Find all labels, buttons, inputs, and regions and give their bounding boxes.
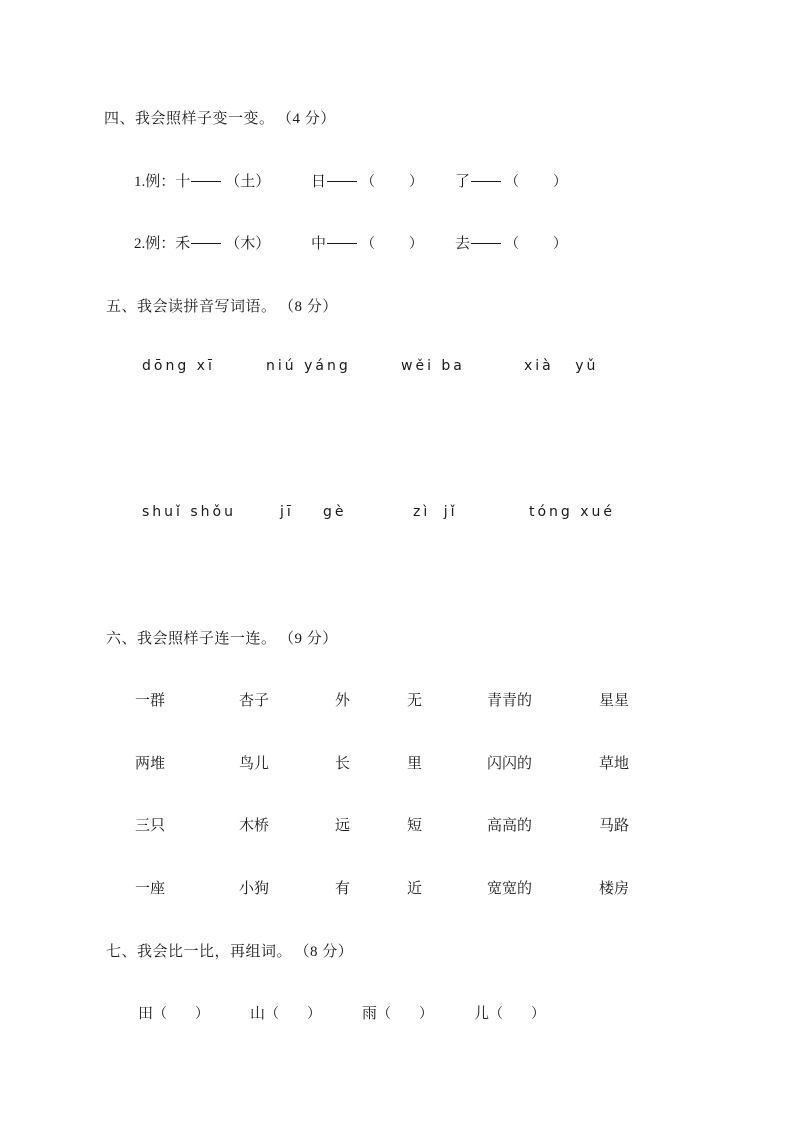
row-number: 1. bbox=[134, 174, 146, 190]
match-cell[interactable]: 闪闪的 bbox=[487, 754, 533, 772]
pinyin-5: shuǐ shǒu bbox=[142, 504, 236, 520]
open-paren: （ bbox=[153, 1006, 168, 1022]
s7-item-2 bbox=[250, 1002, 321, 1023]
pinyin-3: wěi ba bbox=[401, 358, 465, 374]
open-paren: （ bbox=[265, 1006, 280, 1022]
close-paren: ） bbox=[409, 174, 424, 190]
item-char: 雨 bbox=[362, 1004, 378, 1022]
open-paren: （ bbox=[505, 174, 520, 190]
s4-row-1-item-2 bbox=[455, 170, 567, 191]
s7-item-1 bbox=[138, 1002, 209, 1023]
pinyin-7: zì jǐ bbox=[413, 504, 458, 520]
s4-row-2-item-2 bbox=[455, 232, 567, 253]
item-char: 了 bbox=[455, 172, 471, 190]
close-paren: ） bbox=[419, 1006, 434, 1022]
section-4-title: 四、我会照样子变一变。 bbox=[104, 109, 275, 127]
s4-row-2-item-1 bbox=[311, 232, 423, 253]
match-cell[interactable]: 马路 bbox=[599, 816, 630, 834]
s4-row-1-example bbox=[134, 170, 270, 191]
example-char: 十 bbox=[175, 172, 191, 190]
section-4-heading bbox=[104, 107, 336, 128]
match-cell[interactable]: 有 bbox=[335, 879, 351, 897]
match-cell[interactable]: 一座 bbox=[135, 879, 166, 897]
section-7-score: （8 分） bbox=[302, 944, 354, 960]
close-paren: ） bbox=[553, 174, 568, 190]
close-paren: ） bbox=[409, 236, 424, 252]
match-cell[interactable]: 两堆 bbox=[135, 754, 166, 772]
close-paren: ） bbox=[553, 236, 568, 252]
dash-line bbox=[327, 181, 357, 182]
section-7-title: 七、我会比一比，再组词。 bbox=[106, 942, 293, 960]
example-answer: （木） bbox=[225, 234, 271, 252]
match-cell[interactable]: 杏子 bbox=[239, 691, 270, 709]
open-paren: （ bbox=[361, 236, 376, 252]
match-cell[interactable]: 短 bbox=[407, 816, 423, 834]
section-5-score: （8 分） bbox=[286, 299, 338, 315]
s4-row-2-example bbox=[134, 232, 270, 253]
example-answer: （土） bbox=[225, 172, 271, 190]
item-char: 山 bbox=[250, 1004, 266, 1022]
pinyin-1: dōng xī bbox=[142, 358, 215, 374]
row-number: 2. bbox=[134, 236, 146, 252]
pinyin-8: tóng xué bbox=[529, 504, 616, 520]
pinyin-4: xià yǔ bbox=[524, 358, 599, 374]
dash-line bbox=[191, 243, 221, 244]
item-char: 儿 bbox=[474, 1004, 490, 1022]
item-char: 田 bbox=[138, 1004, 154, 1022]
item-char: 日 bbox=[311, 172, 327, 190]
match-cell[interactable]: 宽宽的 bbox=[487, 879, 533, 897]
section-6-score: （9 分） bbox=[286, 631, 338, 647]
section-7-heading bbox=[106, 940, 353, 961]
match-cell[interactable]: 外 bbox=[335, 691, 351, 709]
open-paren: （ bbox=[377, 1006, 392, 1022]
pinyin-6a: jī bbox=[280, 504, 294, 520]
dash-line bbox=[471, 243, 501, 244]
match-cell[interactable]: 鸟儿 bbox=[239, 754, 270, 772]
match-cell[interactable]: 星星 bbox=[599, 691, 630, 709]
example-char: 禾 bbox=[175, 234, 191, 252]
open-paren: （ bbox=[489, 1006, 504, 1022]
dash-line bbox=[471, 181, 501, 182]
match-cell[interactable]: 三只 bbox=[135, 816, 166, 834]
match-cell[interactable]: 草地 bbox=[599, 754, 630, 772]
s7-item-4 bbox=[474, 1002, 545, 1023]
match-cell[interactable]: 木桥 bbox=[239, 816, 270, 834]
match-cell[interactable]: 高高的 bbox=[487, 816, 533, 834]
section-5-heading bbox=[106, 295, 338, 316]
match-cell[interactable]: 近 bbox=[407, 879, 423, 897]
open-paren: （ bbox=[505, 236, 520, 252]
match-cell[interactable]: 长 bbox=[335, 754, 351, 772]
s7-item-3 bbox=[362, 1002, 433, 1023]
match-cell[interactable]: 里 bbox=[407, 754, 423, 772]
dash-line bbox=[191, 181, 221, 182]
s4-row-1-item-1 bbox=[311, 170, 423, 191]
item-char: 去 bbox=[455, 234, 471, 252]
example-label: 例： bbox=[145, 234, 176, 252]
match-cell[interactable]: 楼房 bbox=[599, 879, 630, 897]
match-cell[interactable]: 无 bbox=[407, 691, 423, 709]
close-paren: ） bbox=[307, 1006, 322, 1022]
match-cell[interactable]: 小狗 bbox=[239, 879, 270, 897]
item-char: 中 bbox=[311, 234, 327, 252]
match-cell[interactable]: 青青的 bbox=[487, 691, 533, 709]
match-cell[interactable]: 一群 bbox=[135, 691, 166, 709]
pinyin-2: niú yáng bbox=[266, 358, 351, 374]
dash-line bbox=[327, 243, 357, 244]
section-5-title: 五、我会读拼音写词语。 bbox=[106, 297, 277, 315]
pinyin-6b: gè bbox=[323, 504, 347, 520]
section-6-heading bbox=[106, 627, 338, 648]
match-cell[interactable]: 远 bbox=[335, 816, 351, 834]
section-6-title: 六、我会照样子连一连。 bbox=[106, 629, 277, 647]
section-4-score: （4 分） bbox=[284, 111, 336, 127]
close-paren: ） bbox=[195, 1006, 210, 1022]
close-paren: ） bbox=[531, 1006, 546, 1022]
open-paren: （ bbox=[361, 174, 376, 190]
example-label: 例： bbox=[145, 172, 176, 190]
